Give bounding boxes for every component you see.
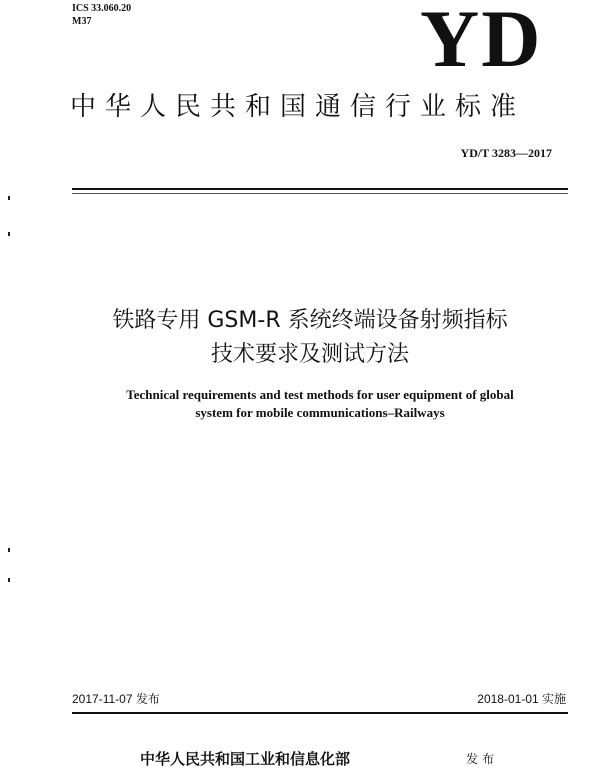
ics-code: ICS 33.060.20 [72, 3, 132, 14]
english-title-line1: Technical requirements and test methods for user equipment of global [126, 387, 514, 402]
top-divider [72, 188, 568, 190]
scan-speck [8, 196, 10, 200]
bottom-divider [72, 712, 568, 714]
ccs-code: M37 [72, 16, 92, 27]
scan-speck [8, 548, 10, 552]
chinese-title [40, 304, 580, 372]
publish-label: 发布 [466, 752, 499, 766]
chinese-title-line1: 铁路专用 GSM-R 系统终端设备射频指标 [112, 308, 508, 333]
chinese-title-line2: 技术要求及测试方法 [210, 342, 409, 367]
top-divider-thin [72, 193, 568, 194]
classification-codes [72, 2, 131, 28]
org-standard-title: 中华人民共和国通信行业标准 [70, 92, 526, 122]
issue-date: 2017-11-07 发布 [72, 692, 160, 706]
implementation-date: 2018-01-01 实施 [477, 692, 566, 706]
english-title-line2: system for mobile communications–Railways [195, 405, 445, 420]
standard-number: YD/T 3283—2017 [460, 146, 552, 160]
english-title [50, 386, 590, 422]
yd-logo: YD [420, 0, 543, 84]
publisher-name: 中华人民共和国工业和信息化部 [140, 750, 351, 768]
scan-speck [8, 232, 10, 236]
scan-speck [8, 578, 10, 582]
